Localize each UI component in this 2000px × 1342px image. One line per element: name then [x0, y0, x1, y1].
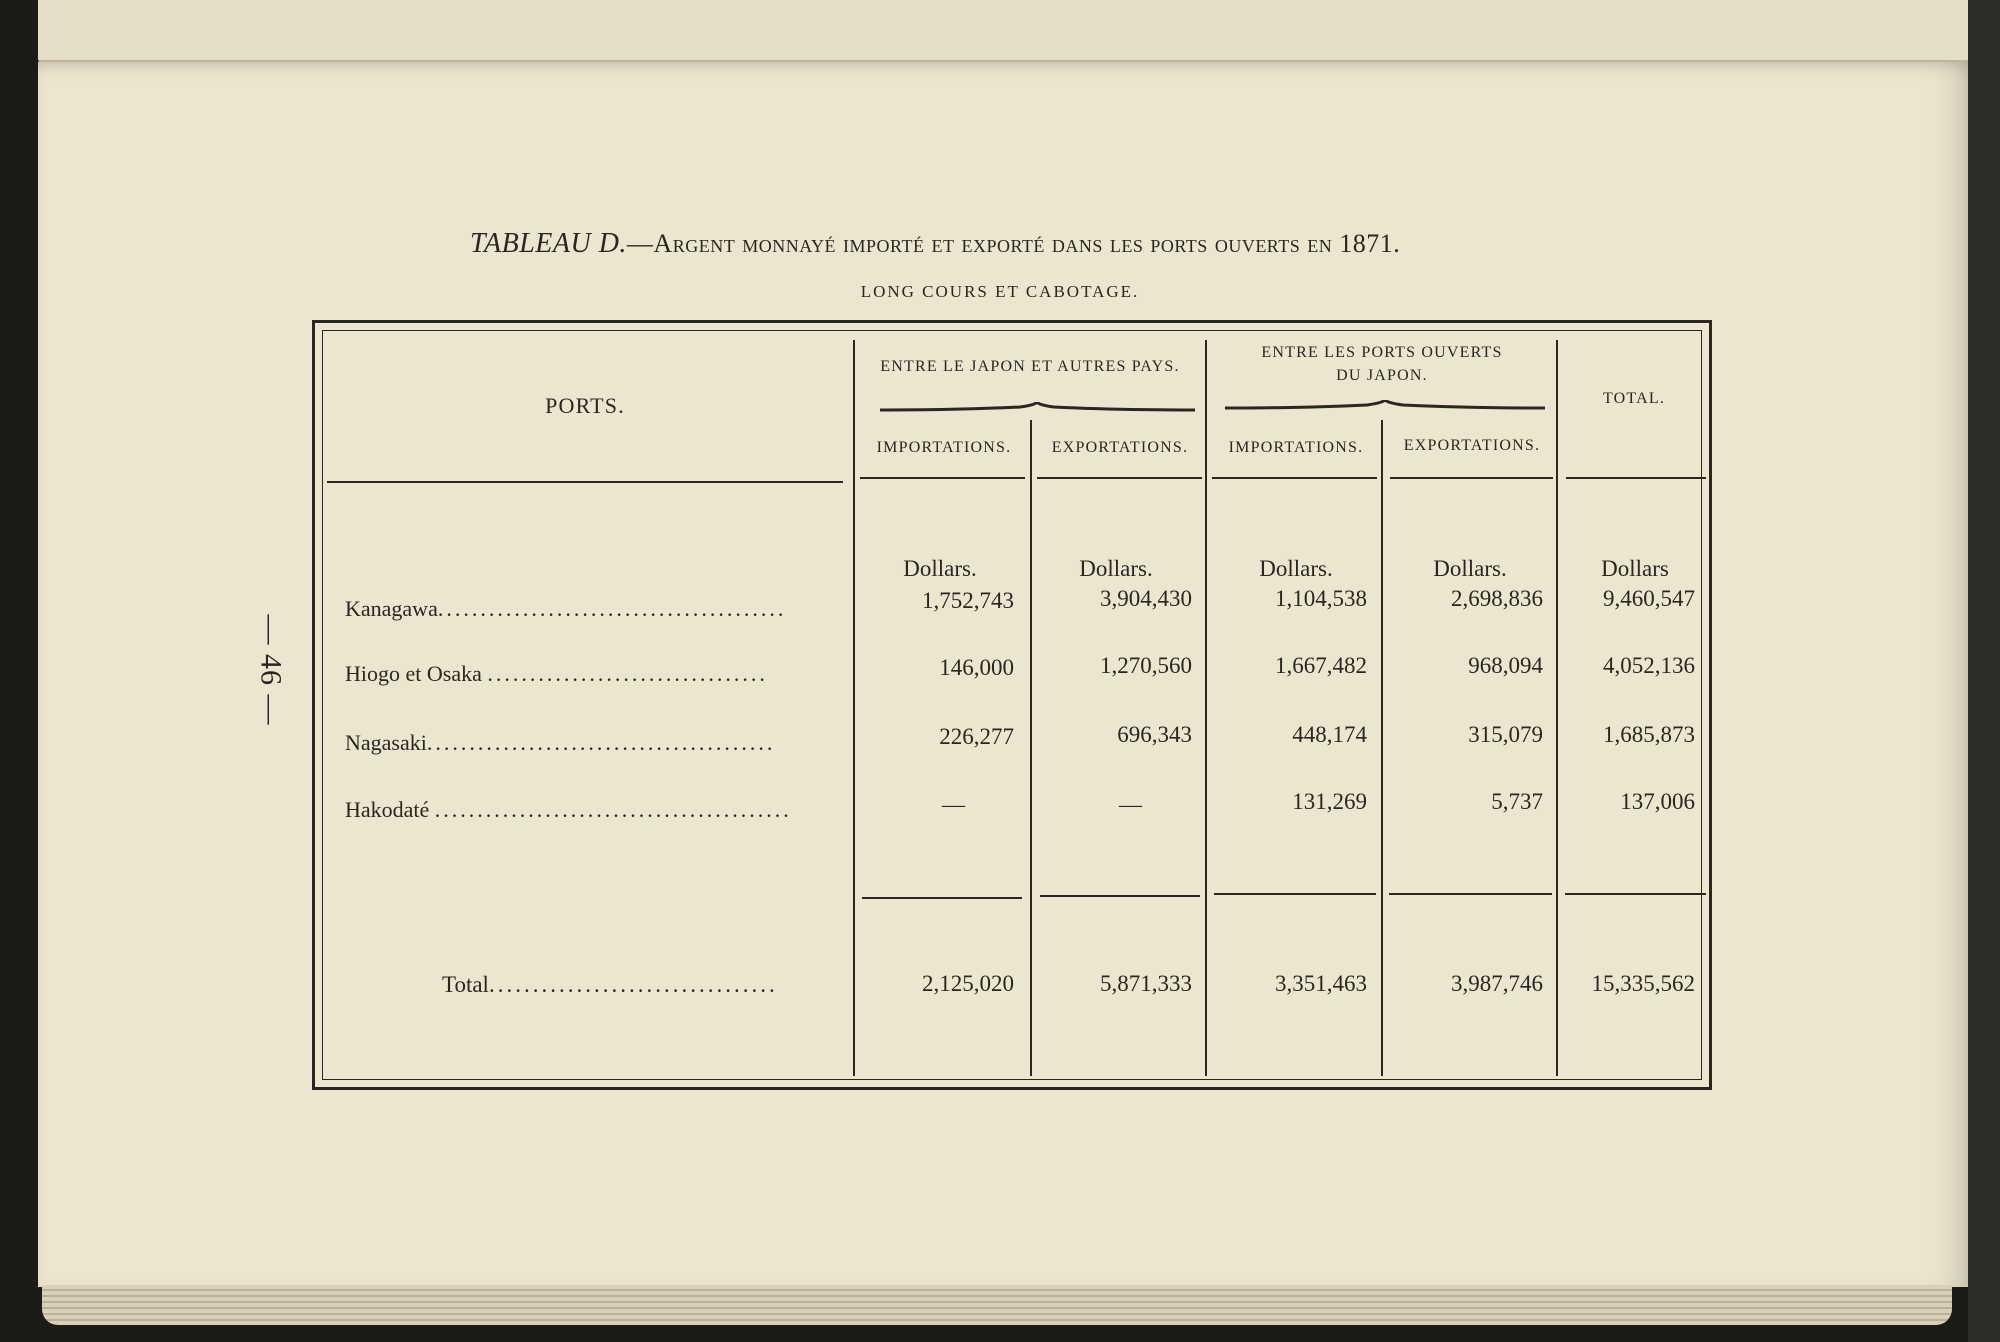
row-value: 968,094: [1468, 653, 1543, 678]
page-edges: [42, 1285, 1952, 1325]
row-value: 131,269: [1292, 789, 1367, 814]
brace-domestic: [1225, 400, 1545, 414]
row-value: 226,277: [939, 724, 1014, 749]
total-value: 3,987,746: [1451, 971, 1543, 996]
row-value: 9,460,547: [1603, 586, 1695, 611]
row-value: 137,006: [1620, 789, 1695, 814]
table-subtitle: LONG COURS ET CABOTAGE.: [860, 282, 1140, 301]
page-number: [240, 614, 300, 726]
column-rule: [853, 340, 855, 1076]
header-group-domestic-line2: DU JAPON.: [1336, 367, 1428, 384]
row-port-label: Hakodaté ..........................................: [345, 797, 792, 822]
row-value: 4,052,136: [1603, 653, 1695, 678]
total-label-text: Total: [442, 972, 489, 997]
book-spine: [1968, 0, 2000, 1342]
unit-label: Dollars.: [903, 556, 977, 581]
previous-page-edge: [38, 0, 1978, 63]
header-exportations-foreign: EXPORTATIONS.: [1051, 439, 1189, 456]
total-value: 15,335,562: [1591, 971, 1695, 996]
row-value: 1,104,538: [1275, 586, 1367, 611]
header-rule: [860, 477, 1025, 479]
header-ports: PORTS.: [545, 393, 625, 418]
table-title-text: —Argent monnayé importé et exporté dans les ports ouverts en 1871.: [626, 229, 1401, 258]
row-value: 3,904,430: [1100, 586, 1192, 611]
header-rule: [1212, 477, 1377, 479]
total-rule: [1565, 893, 1706, 895]
total-label: Total.................................: [442, 972, 778, 997]
row-value: 315,079: [1468, 722, 1543, 747]
row-value: 1,667,482: [1275, 653, 1367, 678]
unit-label: Dollars.: [1079, 556, 1153, 581]
header-importations-foreign: IMPORTATIONS.: [876, 439, 1012, 456]
row-value: 1,685,873: [1603, 722, 1695, 747]
brace-foreign: [880, 402, 1195, 416]
total-value: 5,871,333: [1100, 971, 1192, 996]
row-value: 2,698,836: [1451, 586, 1543, 611]
column-rule: [1381, 420, 1383, 1076]
header-rule: [1390, 477, 1553, 479]
port-name: Hakodaté: [345, 797, 430, 822]
row-value: 1,752,743: [922, 588, 1014, 613]
total-rule: [1214, 893, 1376, 895]
total-rule: [1389, 893, 1552, 895]
header-rule: [1566, 477, 1706, 479]
row-port-label: Hiogo et Osaka .................................: [345, 661, 768, 686]
row-port-label: Nagasaki.........................................: [345, 730, 776, 755]
header-total: TOTAL.: [1602, 390, 1666, 407]
total-value: 3,351,463: [1275, 971, 1367, 996]
row-port-label: Kanagawa.........................................: [345, 596, 787, 621]
header-rule: [1037, 477, 1202, 479]
header-rule: [327, 481, 843, 483]
row-value: 146,000: [939, 655, 1014, 680]
row-value: —: [1119, 792, 1142, 817]
unit-label: Dollars.: [1433, 556, 1507, 581]
header-group-foreign: ENTRE LE JAPON ET AUTRES PAYS.: [880, 358, 1180, 375]
header-exportations-domestic: EXPORTATIONS.: [1403, 437, 1541, 454]
port-name: Nagasaki: [345, 730, 427, 755]
row-value: —: [942, 792, 965, 817]
port-name: Hiogo et Osaka: [345, 661, 482, 686]
row-value: 1,270,560: [1100, 653, 1192, 678]
row-value: 448,174: [1292, 722, 1367, 747]
port-name: Kanagawa: [345, 596, 438, 621]
row-value: 696,343: [1117, 722, 1192, 747]
table-title: [470, 228, 1560, 260]
row-value: 5,737: [1491, 789, 1543, 814]
total-rule: [862, 897, 1022, 899]
page-number-text: — 46 —: [254, 614, 287, 726]
header-importations-domestic: IMPORTATIONS.: [1228, 439, 1364, 456]
column-rule: [1030, 420, 1032, 1076]
total-rule: [1040, 895, 1200, 897]
table-title-label: TABLEAU D.: [470, 228, 627, 259]
header-group-domestic-line1: ENTRE LES PORTS OUVERTS: [1261, 344, 1503, 361]
total-value: 2,125,020: [922, 971, 1014, 996]
unit-label: Dollars: [1601, 556, 1669, 581]
unit-label: Dollars.: [1259, 556, 1333, 581]
